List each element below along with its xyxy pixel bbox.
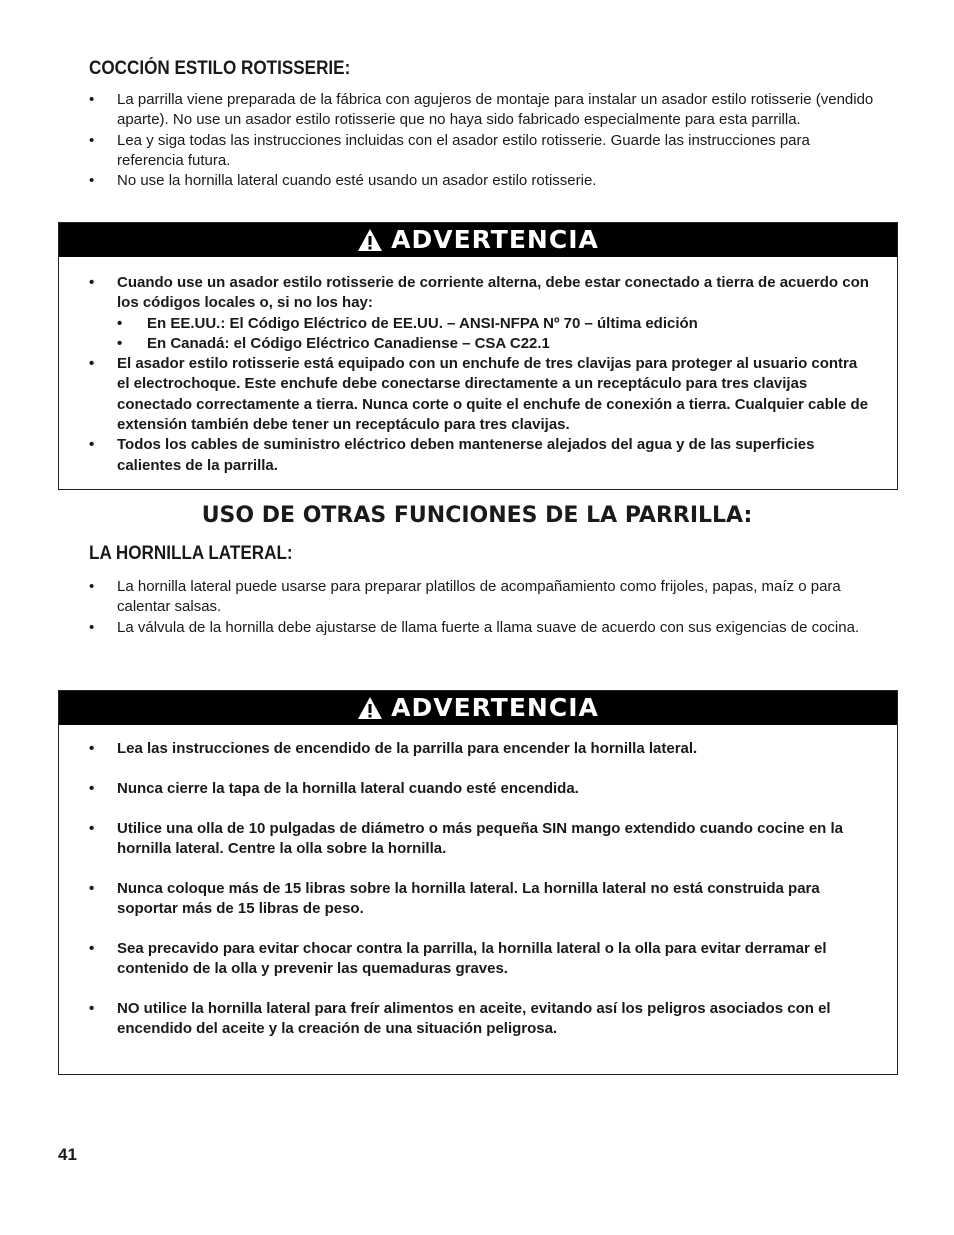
bullet: •	[89, 779, 95, 797]
side-burner-list	[89, 577, 879, 638]
list-item: • La parrilla viene preparada de la fábrica con agujeros de montaje para instalar un asador estilo rotisserie (vendido aparte). No use un asador estilo rotisserie que no haya sido fabricado especialmente para esta parrilla.	[89, 91, 874, 129]
page-number: 41	[58, 1145, 77, 1164]
warning-list	[89, 739, 871, 1039]
warning-triangle-icon	[357, 696, 383, 720]
bullet: •	[89, 436, 95, 454]
bullet: •	[89, 999, 95, 1017]
list-item: • En EE.UU.: El Código Eléctrico de EE.UU. – ANSI-NFPA Nº 70 – última edición	[117, 314, 871, 334]
bullet: •	[89, 618, 95, 636]
warning-box-rotisserie	[58, 222, 898, 490]
bullet: •	[89, 131, 95, 149]
warning-list	[89, 273, 871, 476]
side-burner-heading: LA HORNILLA LATERAL:	[89, 543, 293, 564]
bullet: •	[89, 819, 95, 837]
list-item: • Lea y siga todas las instrucciones incluidas con el asador estilo rotisserie. Guarde las instrucciones para referencia futura.	[89, 131, 810, 169]
bullet: •	[89, 939, 95, 957]
bullet: •	[89, 91, 95, 108]
bullet: •	[89, 740, 95, 757]
rotisserie-list	[89, 90, 879, 191]
bullet: •	[117, 314, 123, 332]
list-item: • Cuando use un asador estilo rotisserie de corriente alterna, debe estar conectado a tierra de acuerdo con los códigos locales o, si no los hay: • En EE.UU.: El Código Eléctrico de EE.UU. – ANSI-NFPA Nº 70 – última edición • En Canadá: el Código Eléctrico Canadiense – CSA C22.1	[89, 273, 871, 354]
warning-triangle-icon	[357, 228, 383, 252]
sub-list	[117, 314, 871, 355]
list-item: • Lea las instrucciones de encendido de la parrilla para encender la hornilla lateral.	[89, 739, 871, 759]
list-item: • Nunca cierre la tapa de la hornilla lateral cuando esté encendida.	[89, 779, 871, 799]
bullet: •	[89, 172, 95, 190]
bullet: •	[89, 879, 95, 897]
list-item: • Todos los cables de suministro eléctrico deben mantenerse alejados del agua y de las superficies calientes de la parrilla.	[89, 436, 815, 474]
warning-header	[59, 691, 897, 725]
list-item: • La válvula de la hornilla debe ajustarse de llama fuerte a llama suave de acuerdo con sus exigencias de cocina.	[89, 618, 879, 638]
warning-header	[59, 223, 897, 257]
bullet: •	[89, 578, 95, 595]
list-item: • En Canadá: el Código Eléctrico Canadiense – CSA C22.1	[117, 334, 871, 354]
rotisserie-heading: COCCIÓN ESTILO ROTISSERIE:	[89, 58, 351, 79]
bullet: •	[89, 274, 95, 291]
list-item: • Nunca coloque más de 15 libras sobre la hornilla lateral. La hornilla lateral no está construida para soportar más de 15 libras de peso.	[89, 879, 820, 917]
list-item: • No use la hornilla lateral cuando esté usando un asador estilo rotisserie.	[89, 171, 879, 191]
list-item: • Sea precavido para evitar chocar contra la parrilla, la hornilla lateral o la olla para evitar derramar el contenido de la olla y prevenir las quemaduras graves.	[89, 939, 827, 978]
list-item: • La hornilla lateral puede usarse para preparar platillos de acompañamiento como frijoles, papas, maíz o para calentar salsas.	[89, 578, 841, 616]
bullet: •	[89, 355, 95, 373]
warning-box-side-burner	[58, 690, 898, 1075]
warning-title: ADVERTENCIA	[391, 225, 599, 254]
warning-title: ADVERTENCIA	[391, 693, 599, 722]
list-item: • NO utilice la hornilla lateral para freír alimentos en aceite, evitando así los peligros asociados con el encendido del aceite y la creación de una situación peligrosa.	[89, 999, 831, 1038]
list-item: • Utilice una olla de 10 pulgadas de diámetro o más pequeña SIN mango extendido cuando cocine en la hornilla lateral. Centre la olla sobre la hornilla.	[89, 819, 843, 857]
list-item: • El asador estilo rotisserie está equipado con un enchufe de tres clavijas para proteger al usuario contra el electrochoque. Este enchufe debe conectarse directamente a un receptáculo para tres clavijas conectado correctamente a tierra. Nunca corte o quite el enchufe de conexión a tierra. Cualquier cable de extensión también debe tener un receptáculo para tres clavijas.	[89, 355, 869, 434]
bullet: •	[117, 334, 123, 352]
section-title: USO DE OTRAS FUNCIONES DE LA PARRILLA:	[201, 503, 753, 528]
